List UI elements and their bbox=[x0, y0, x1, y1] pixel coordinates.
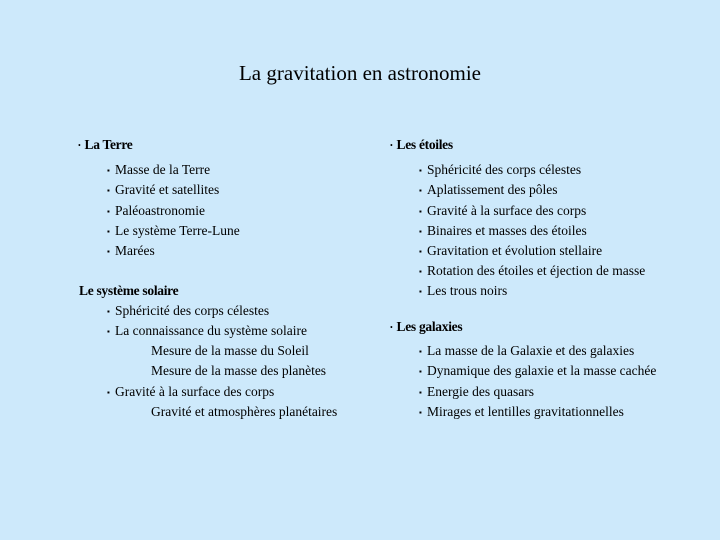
list-item: ▪ Dynamique des galaxie et la masse cachée bbox=[427, 363, 656, 379]
list-item: ▪ Gravité à la surface des corps bbox=[427, 203, 586, 219]
list-item: ▪ Aplatissement des pôles bbox=[427, 182, 557, 198]
heading-text: Les galaxies bbox=[396, 319, 463, 334]
slide-title: La gravitation en astronomie bbox=[238, 61, 481, 85]
section-heading-galaxies bbox=[390, 319, 462, 336]
list-item: ▪ Gravité à la surface des corps bbox=[115, 384, 274, 400]
sub-item: Gravité et atmosphères planétaires bbox=[151, 404, 338, 419]
list-item: ▪ Sphéricité des corps célestes bbox=[115, 303, 269, 319]
list-item: ▪ Sphéricité des corps célestes bbox=[427, 162, 581, 178]
list-item: ▪ Paléoastronomie bbox=[115, 203, 205, 219]
sub-item: Mesure de la masse des planètes bbox=[151, 363, 327, 378]
list-item: ▪ Mirages et lentilles gravitationnelles bbox=[427, 404, 624, 420]
list-item: ▪ Les trous noirs bbox=[427, 283, 507, 299]
list-item: ▪ Gravité et satellites bbox=[115, 182, 219, 198]
list-item: ▪ La connaissance du système solaire bbox=[115, 323, 307, 339]
list-item: ▪ La masse de la Galaxie et des galaxies bbox=[427, 343, 634, 359]
heading-text: La Terre bbox=[84, 137, 133, 152]
list-item: ▪ Energie des quasars bbox=[427, 384, 534, 400]
list-item: ▪ Masse de la Terre bbox=[115, 162, 210, 178]
list-item: ▪ Rotation des étoiles et éjection de masse bbox=[427, 263, 645, 279]
list-item: ▪ Binaires et masses des étoiles bbox=[427, 223, 587, 239]
list-item: ▪ Le système Terre-Lune bbox=[115, 223, 240, 239]
list-item: ▪ Marées bbox=[115, 243, 155, 259]
heading-text: Les étoiles bbox=[396, 137, 453, 152]
section-heading-etoiles bbox=[390, 137, 453, 154]
list-item: ▪ Gravitation et évolution stellaire bbox=[427, 243, 602, 259]
section-heading-solaire: Le système solaire bbox=[79, 283, 179, 298]
section-heading-terre bbox=[78, 137, 133, 154]
sub-item: Mesure de la masse du Soleil bbox=[151, 343, 309, 358]
